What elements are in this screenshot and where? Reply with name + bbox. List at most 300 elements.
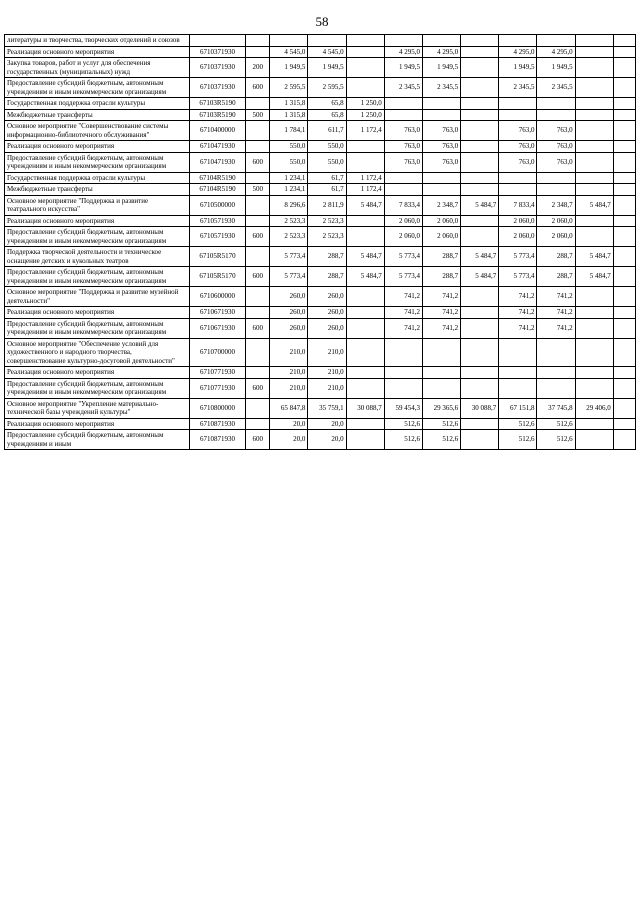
amount-extra — [613, 267, 635, 287]
amount-y1-local: 288,7 — [308, 247, 346, 267]
table-row — [5, 46, 636, 58]
amount-y3-local — [537, 35, 575, 47]
expense-type-code: 600 — [246, 227, 270, 247]
amount-y2-other — [461, 46, 499, 58]
amount-y3-local: 763,0 — [537, 152, 575, 172]
amount-y1-other: 5 484,7 — [346, 247, 384, 267]
expense-type-code — [246, 141, 270, 153]
amount-y2-other — [461, 378, 499, 398]
row-name: Государственная поддержка отрасли культуры — [5, 98, 190, 110]
amount-y3-total: 763,0 — [499, 141, 537, 153]
table-row — [5, 121, 636, 141]
target-article-code: 6710600000 — [189, 287, 245, 307]
amount-y2-total: 2 345,5 — [384, 78, 422, 98]
amount-y3-other: 5 484,7 — [575, 247, 613, 267]
amount-y2-local: 512,6 — [422, 418, 460, 430]
amount-y2-total — [384, 184, 422, 196]
amount-extra — [613, 195, 635, 215]
amount-y2-local: 763,0 — [422, 152, 460, 172]
target-article-code: 6710671930 — [189, 318, 245, 338]
amount-extra — [613, 215, 635, 227]
amount-y3-other: 5 484,7 — [575, 267, 613, 287]
target-article-code: 6710571930 — [189, 215, 245, 227]
amount-y3-total: 763,0 — [499, 121, 537, 141]
amount-y2-other — [461, 141, 499, 153]
amount-y3-local — [537, 184, 575, 196]
target-article-code: 6710400000 — [189, 121, 245, 141]
amount-y1-local: 4 545,0 — [308, 46, 346, 58]
amount-y2-local: 1 949,5 — [422, 58, 460, 78]
amount-y2-local — [422, 35, 460, 47]
expense-type-code — [246, 98, 270, 110]
amount-extra — [613, 318, 635, 338]
amount-y2-total: 741,2 — [384, 307, 422, 319]
amount-y2-local: 288,7 — [422, 247, 460, 267]
row-name: Основное мероприятие "Укрепление материально-технической базы учреждений культуры" — [5, 398, 190, 418]
amount-y1-local: 210,0 — [308, 378, 346, 398]
row-name: Основное мероприятие "Обеспечение условий для художественного и народного творчества, совершенствование культурно-досуговой деятельности" — [5, 338, 190, 367]
row-name: Реализация основного мероприятия — [5, 46, 190, 58]
amount-y3-local: 37 745,8 — [537, 398, 575, 418]
table-row — [5, 338, 636, 367]
amount-y2-local — [422, 98, 460, 110]
amount-y3-other — [575, 227, 613, 247]
row-name: Предоставление субсидий бюджетным, автономным учреждениям и иным некоммерческим организациям — [5, 378, 190, 398]
amount-y3-total: 2 060,0 — [499, 215, 537, 227]
target-article-code: 6710771930 — [189, 378, 245, 398]
row-name: Реализация основного мероприятия — [5, 307, 190, 319]
expense-type-code: 500 — [246, 109, 270, 121]
table-row — [5, 398, 636, 418]
amount-y2-other — [461, 418, 499, 430]
amount-y3-local: 288,7 — [537, 267, 575, 287]
amount-y2-total: 2 060,0 — [384, 227, 422, 247]
target-article-code: 6710800000 — [189, 398, 245, 418]
amount-y1-local: 2 523,3 — [308, 215, 346, 227]
amount-y1-other — [346, 318, 384, 338]
expense-type-code: 600 — [246, 152, 270, 172]
amount-y3-other — [575, 98, 613, 110]
amount-y1-other — [346, 430, 384, 450]
amount-y3-other — [575, 121, 613, 141]
amount-y3-total: 4 295,0 — [499, 46, 537, 58]
amount-y3-total — [499, 172, 537, 184]
amount-y1-local: 550,0 — [308, 152, 346, 172]
amount-y3-local: 741,2 — [537, 307, 575, 319]
amount-y1-other: 1 172,4 — [346, 172, 384, 184]
amount-y2-total: 763,0 — [384, 152, 422, 172]
amount-y1-local: 65,8 — [308, 109, 346, 121]
amount-y1-total: 2 523,3 — [270, 215, 308, 227]
amount-extra — [613, 152, 635, 172]
amount-y3-local — [537, 109, 575, 121]
row-name: Межбюджетные трансферты — [5, 184, 190, 196]
amount-y2-other — [461, 109, 499, 121]
amount-y3-local: 741,2 — [537, 318, 575, 338]
amount-y2-other — [461, 58, 499, 78]
table-row — [5, 418, 636, 430]
amount-y1-local: 35 759,1 — [308, 398, 346, 418]
expense-type-code — [246, 338, 270, 367]
amount-extra — [613, 418, 635, 430]
amount-y1-local: 2 523,3 — [308, 227, 346, 247]
amount-y3-total: 763,0 — [499, 152, 537, 172]
amount-y1-other: 5 484,7 — [346, 195, 384, 215]
amount-extra — [613, 141, 635, 153]
amount-y3-other: 5 484,7 — [575, 195, 613, 215]
amount-extra — [613, 98, 635, 110]
table-row — [5, 152, 636, 172]
amount-y3-local: 2 060,0 — [537, 215, 575, 227]
amount-y2-local: 288,7 — [422, 267, 460, 287]
amount-y1-local: 210,0 — [308, 338, 346, 367]
target-article-code: 6710471930 — [189, 152, 245, 172]
table-row — [5, 184, 636, 196]
amount-y3-total: 1 949,5 — [499, 58, 537, 78]
amount-y3-total: 5 773,4 — [499, 267, 537, 287]
row-name: Государственная поддержка отрасли культуры — [5, 172, 190, 184]
amount-y2-local — [422, 338, 460, 367]
amount-y1-other — [346, 152, 384, 172]
amount-y1-local: 61,7 — [308, 184, 346, 196]
amount-y1-local: 550,0 — [308, 141, 346, 153]
amount-y2-total: 4 295,0 — [384, 46, 422, 58]
amount-extra — [613, 378, 635, 398]
amount-y3-local — [537, 98, 575, 110]
amount-y3-total — [499, 109, 537, 121]
amount-y3-local: 512,6 — [537, 430, 575, 450]
table-row — [5, 78, 636, 98]
table-row — [5, 141, 636, 153]
amount-y1-total: 550,0 — [270, 141, 308, 153]
expense-type-code: 200 — [246, 58, 270, 78]
target-article-code: 6710571930 — [189, 227, 245, 247]
amount-extra — [613, 367, 635, 379]
expense-type-code — [246, 195, 270, 215]
amount-y3-total: 2 345,5 — [499, 78, 537, 98]
amount-y1-local: 2 595,5 — [308, 78, 346, 98]
amount-y2-local: 741,2 — [422, 287, 460, 307]
amount-y1-total: 2 595,5 — [270, 78, 308, 98]
amount-y2-other: 5 484,7 — [461, 267, 499, 287]
expense-type-code: 600 — [246, 430, 270, 450]
amount-y1-total: 20,0 — [270, 430, 308, 450]
amount-y3-local: 763,0 — [537, 121, 575, 141]
amount-y2-other — [461, 98, 499, 110]
amount-y1-total: 1 315,8 — [270, 109, 308, 121]
amount-y2-local: 2 060,0 — [422, 215, 460, 227]
amount-y2-other — [461, 35, 499, 47]
amount-y1-local: 2 811,9 — [308, 195, 346, 215]
expense-type-code: 600 — [246, 267, 270, 287]
amount-extra — [613, 307, 635, 319]
amount-y1-total: 550,0 — [270, 152, 308, 172]
amount-y2-local: 763,0 — [422, 121, 460, 141]
amount-y2-other: 5 484,7 — [461, 195, 499, 215]
amount-y3-other: 29 406,0 — [575, 398, 613, 418]
amount-y1-other — [346, 35, 384, 47]
budget-table — [4, 34, 636, 450]
amount-y2-total — [384, 172, 422, 184]
amount-y1-local: 260,0 — [308, 318, 346, 338]
amount-extra — [613, 287, 635, 307]
amount-y1-other: 5 484,7 — [346, 267, 384, 287]
row-name: Поддержка творческой деятельности и техническое оснащение детских и кукольных театров — [5, 247, 190, 267]
amount-y1-other — [346, 215, 384, 227]
amount-y2-total — [384, 109, 422, 121]
amount-y2-local: 29 365,6 — [422, 398, 460, 418]
target-article-code: 6710500000 — [189, 195, 245, 215]
amount-y2-other — [461, 367, 499, 379]
target-article-code: 67104R5190 — [189, 184, 245, 196]
target-article-code: 67103R5190 — [189, 98, 245, 110]
amount-y1-total — [270, 35, 308, 47]
amount-y3-local: 741,2 — [537, 287, 575, 307]
amount-y1-other — [346, 338, 384, 367]
table-row — [5, 287, 636, 307]
expense-type-code: 600 — [246, 78, 270, 98]
amount-y1-other — [346, 287, 384, 307]
amount-y1-total: 20,0 — [270, 418, 308, 430]
amount-y2-other — [461, 287, 499, 307]
amount-y3-total — [499, 338, 537, 367]
amount-y2-local — [422, 184, 460, 196]
amount-y3-local: 2 345,5 — [537, 78, 575, 98]
row-name: Основное мероприятие "Совершенствование системы информационно-библиотечного обслуживания" — [5, 121, 190, 141]
amount-y3-local: 1 949,5 — [537, 58, 575, 78]
amount-y2-other: 30 088,7 — [461, 398, 499, 418]
amount-y1-total: 1 315,8 — [270, 98, 308, 110]
amount-y2-other — [461, 215, 499, 227]
amount-y2-total: 741,2 — [384, 287, 422, 307]
amount-y3-other — [575, 58, 613, 78]
amount-y2-other — [461, 227, 499, 247]
amount-y3-total — [499, 378, 537, 398]
table-row — [5, 195, 636, 215]
amount-y2-total: 2 060,0 — [384, 215, 422, 227]
expense-type-code — [246, 172, 270, 184]
amount-extra — [613, 46, 635, 58]
amount-y3-total — [499, 367, 537, 379]
row-name: Основное мероприятие "Поддержка и развитие театрального искусства" — [5, 195, 190, 215]
amount-y2-local — [422, 367, 460, 379]
amount-y2-other — [461, 121, 499, 141]
amount-y2-total — [384, 367, 422, 379]
target-article-code: 67105R5170 — [189, 247, 245, 267]
expense-type-code — [246, 46, 270, 58]
amount-y1-other — [346, 141, 384, 153]
expense-type-code: 600 — [246, 318, 270, 338]
amount-y2-local — [422, 378, 460, 398]
amount-y2-total: 59 454,3 — [384, 398, 422, 418]
amount-extra — [613, 58, 635, 78]
amount-extra — [613, 121, 635, 141]
amount-y3-local: 4 295,0 — [537, 46, 575, 58]
expense-type-code: 600 — [246, 378, 270, 398]
table-row — [5, 247, 636, 267]
amount-y3-other — [575, 430, 613, 450]
amount-y3-other — [575, 152, 613, 172]
amount-y2-total: 5 773,4 — [384, 247, 422, 267]
row-name: Реализация основного мероприятия — [5, 418, 190, 430]
expense-type-code — [246, 215, 270, 227]
amount-y1-total: 210,0 — [270, 378, 308, 398]
table-row — [5, 307, 636, 319]
expense-type-code — [246, 398, 270, 418]
amount-y3-local: 288,7 — [537, 247, 575, 267]
amount-y3-other — [575, 172, 613, 184]
amount-y2-local: 2 345,5 — [422, 78, 460, 98]
table-row — [5, 367, 636, 379]
amount-y3-local: 2 060,0 — [537, 227, 575, 247]
amount-y1-total: 5 773,4 — [270, 267, 308, 287]
amount-y1-total: 260,0 — [270, 287, 308, 307]
amount-y1-total: 260,0 — [270, 318, 308, 338]
amount-y1-other: 1 172,4 — [346, 121, 384, 141]
amount-extra — [613, 35, 635, 47]
amount-y2-other — [461, 430, 499, 450]
amount-y3-other — [575, 78, 613, 98]
amount-y3-local — [537, 378, 575, 398]
amount-y3-other — [575, 184, 613, 196]
amount-y1-other — [346, 46, 384, 58]
amount-y2-other — [461, 184, 499, 196]
amount-y2-local: 512,6 — [422, 430, 460, 450]
amount-y3-other — [575, 318, 613, 338]
amount-y3-total — [499, 98, 537, 110]
amount-extra — [613, 184, 635, 196]
table-row — [5, 267, 636, 287]
amount-y1-other — [346, 418, 384, 430]
target-article-code: 67104R5190 — [189, 172, 245, 184]
amount-y1-total: 4 545,0 — [270, 46, 308, 58]
table-row — [5, 109, 636, 121]
table-row — [5, 378, 636, 398]
amount-y1-other: 30 088,7 — [346, 398, 384, 418]
amount-y3-other — [575, 46, 613, 58]
amount-y3-other — [575, 378, 613, 398]
amount-y1-local: 288,7 — [308, 267, 346, 287]
row-name: Реализация основного мероприятия — [5, 367, 190, 379]
table-row — [5, 215, 636, 227]
row-name: Предоставление субсидий бюджетным, автономным учреждениям и иным некоммерческим организациям — [5, 267, 190, 287]
expense-type-code: 500 — [246, 184, 270, 196]
amount-y2-local — [422, 109, 460, 121]
amount-y3-total: 67 151,8 — [499, 398, 537, 418]
amount-y3-total: 741,2 — [499, 318, 537, 338]
row-name: Предоставление субсидий бюджетным, автономным учреждениям и иным — [5, 430, 190, 450]
amount-y2-total: 763,0 — [384, 141, 422, 153]
row-name: Реализация основного мероприятия — [5, 141, 190, 153]
amount-y3-total: 512,6 — [499, 418, 537, 430]
target-article-code: 6710471930 — [189, 141, 245, 153]
row-name: литературы и творчества, творческих отделений и союзов — [5, 35, 190, 47]
amount-y3-other — [575, 307, 613, 319]
row-name: Предоставление субсидий бюджетным, автономным учреждениям и иным некоммерческим организациям — [5, 227, 190, 247]
expense-type-code — [246, 287, 270, 307]
amount-y1-other — [346, 307, 384, 319]
amount-y3-total: 7 833,4 — [499, 195, 537, 215]
amount-extra — [613, 109, 635, 121]
target-article-code: 6710671930 — [189, 307, 245, 319]
row-name: Закупка товаров, работ и услуг для обеспечения государственных (муниципальных) нужд — [5, 58, 190, 78]
amount-y2-other — [461, 172, 499, 184]
amount-y1-other — [346, 367, 384, 379]
amount-y3-other — [575, 35, 613, 47]
amount-y2-other — [461, 338, 499, 367]
amount-y1-local — [308, 35, 346, 47]
row-name: Реализация основного мероприятия — [5, 215, 190, 227]
table-row — [5, 98, 636, 110]
target-article-code: 67103R5190 — [189, 109, 245, 121]
amount-y1-local: 20,0 — [308, 418, 346, 430]
amount-y3-total: 5 773,4 — [499, 247, 537, 267]
amount-y1-total: 5 773,4 — [270, 247, 308, 267]
amount-y2-total: 512,6 — [384, 418, 422, 430]
amount-y1-total: 65 847,8 — [270, 398, 308, 418]
expense-type-code — [246, 307, 270, 319]
table-row — [5, 430, 636, 450]
amount-y3-total: 741,2 — [499, 287, 537, 307]
page-number: 58 — [315, 14, 329, 29]
amount-y1-local: 61,7 — [308, 172, 346, 184]
expense-type-code — [246, 247, 270, 267]
table-body — [5, 35, 636, 450]
amount-y2-local: 2 060,0 — [422, 227, 460, 247]
amount-y3-total: 741,2 — [499, 307, 537, 319]
amount-y3-local — [537, 338, 575, 367]
target-article-code: 6710371930 — [189, 78, 245, 98]
amount-y1-local: 611,7 — [308, 121, 346, 141]
amount-y1-other: 1 172,4 — [346, 184, 384, 196]
expense-type-code — [246, 121, 270, 141]
row-name: Предоставление субсидий бюджетным, автономным учреждениям и иным некоммерческим организациям — [5, 78, 190, 98]
amount-y3-total: 2 060,0 — [499, 227, 537, 247]
amount-y3-other — [575, 287, 613, 307]
amount-y3-total — [499, 35, 537, 47]
amount-y3-other — [575, 338, 613, 367]
amount-extra — [613, 338, 635, 367]
amount-y2-local: 4 295,0 — [422, 46, 460, 58]
amount-y2-total: 1 949,5 — [384, 58, 422, 78]
table-row — [5, 318, 636, 338]
amount-y2-total: 763,0 — [384, 121, 422, 141]
amount-y1-other — [346, 378, 384, 398]
amount-y2-other: 5 484,7 — [461, 247, 499, 267]
expense-type-code — [246, 35, 270, 47]
amount-y3-other — [575, 215, 613, 227]
amount-y1-local: 65,8 — [308, 98, 346, 110]
amount-y1-total: 8 296,6 — [270, 195, 308, 215]
table-row — [5, 227, 636, 247]
expense-type-code — [246, 367, 270, 379]
amount-y1-local: 210,0 — [308, 367, 346, 379]
amount-y2-total — [384, 35, 422, 47]
table-row — [5, 58, 636, 78]
amount-y2-other — [461, 78, 499, 98]
row-name: Межбюджетные трансферты — [5, 109, 190, 121]
amount-y1-total: 1 234,1 — [270, 172, 308, 184]
amount-y1-total: 1 949,5 — [270, 58, 308, 78]
amount-y1-total: 1 784,1 — [270, 121, 308, 141]
amount-y3-local: 763,0 — [537, 141, 575, 153]
amount-y2-other — [461, 307, 499, 319]
amount-y3-total: 512,6 — [499, 430, 537, 450]
amount-y1-other — [346, 78, 384, 98]
amount-y2-total: 5 773,4 — [384, 267, 422, 287]
row-name: Предоставление субсидий бюджетным, автономным учреждениям и иным некоммерческим организациям — [5, 152, 190, 172]
amount-y1-total: 210,0 — [270, 338, 308, 367]
